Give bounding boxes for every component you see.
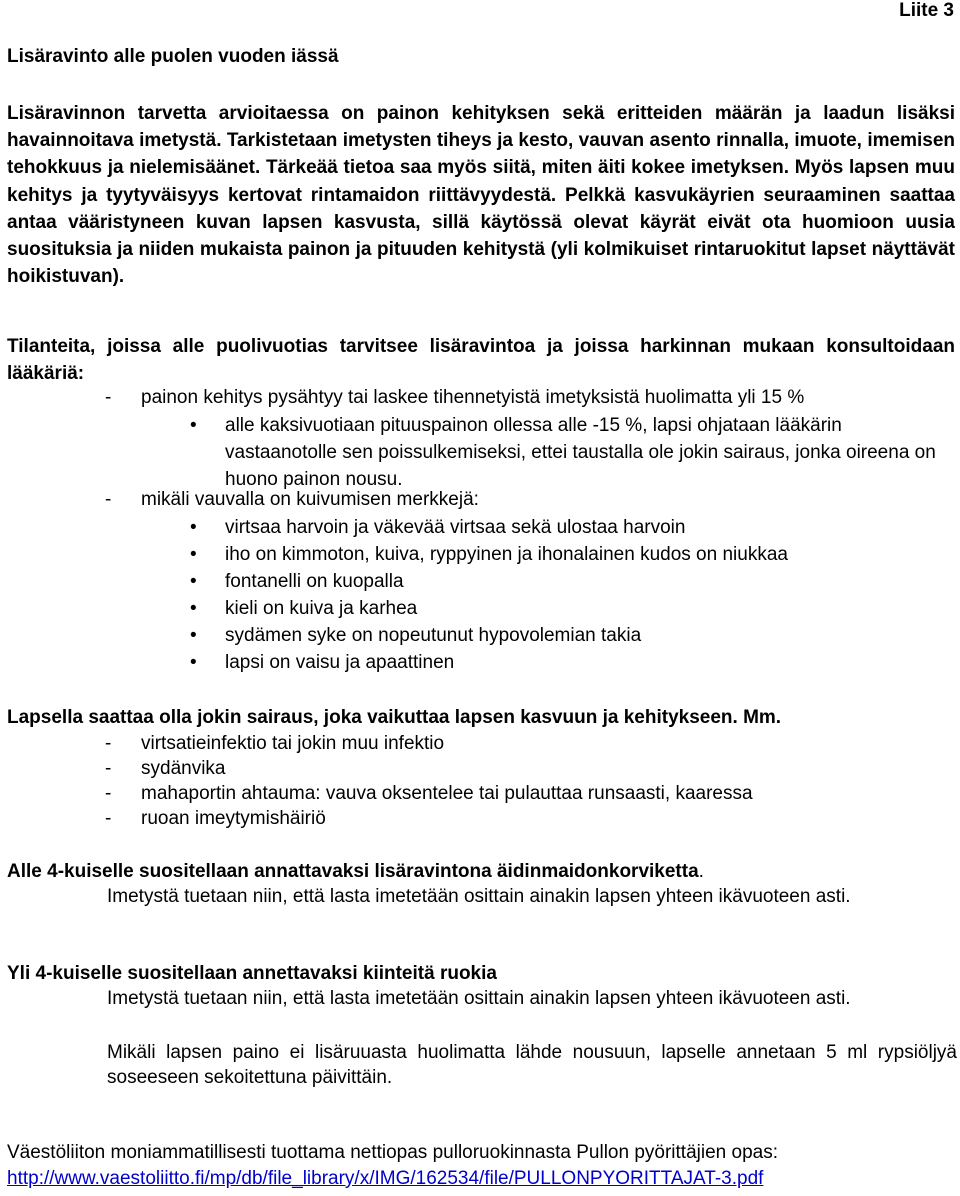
page-title: Lisäravinto alle puolen vuoden iässä (7, 46, 339, 67)
dash-symbol: - (105, 733, 112, 754)
bullet-symbol: • (190, 415, 197, 436)
section4-paragraph-1 (107, 986, 957, 1011)
heading-period: . (698, 861, 704, 882)
section4-text-2: Mikäli lapsen paino ei lisäruuasta huolimatta lähde nousuun, lapselle annetaan 5 ml rypsiöljyä soseeseen sekoitettuna päivittäin. (107, 1042, 957, 1088)
dash-symbol: - (105, 489, 112, 510)
footer (7, 1140, 778, 1192)
bullet-text: iho on kimmoton, kuiva, ryppyinen ja ihonalainen kudos on niukkaa (225, 544, 788, 565)
section3-heading: Alle 4-kuiselle suositellaan annattavaksi lisäravintona äidinmaidonkorviketta (7, 861, 699, 882)
bullet-text: kieli on kuiva ja karhea (225, 598, 418, 619)
bullet-symbol: • (190, 571, 197, 592)
bullet-symbol: • (190, 652, 197, 673)
bullet-symbol: • (190, 625, 197, 646)
dash-item-text: painon kehitys pysähtyy tai laskee tihennetyistä imetyksistä huolimatta yli 15 % (141, 387, 805, 408)
section4-paragraph-2 (107, 1040, 957, 1090)
dash-item-text: ruoan imeytymishäiriö (141, 808, 326, 829)
intro-text: Lisäravinnon tarvetta arvioitaessa on painon kehityksen sekä eritteiden määrän ja laadun lisäksi havainnoitava imetystä. Tarkistetaan imetysten tiheys ja kesto, vauvan asento rinnalla, imuote, imemisen tehokkuus ja nielemisäänet. Tärkeää tietoa saa myös siitä, miten äiti kokee imetyksen. Myös lapsen muu kehitys ja tyytyväisyys kertovat rintamaidon riittävyydestä. Pelkkä kasvukäyrien seuraaminen saattaa antaa vääristyneen kuvan lapsen kasvusta, sillä käytössä olevat käyrät eivät ota huomioon uusia suosituksia ja niiden mukaista painon ja pituuden kehitystä (yli kolmikuiset rintaruokitut lapset näyttävät hoikistuvan). (7, 103, 955, 288)
bullet-symbol: • (190, 517, 197, 538)
bullet-symbol: • (190, 598, 197, 619)
dash-symbol: - (105, 758, 112, 779)
section1-subbullet: alle kaksivuotiaan pituuspainon ollessa alle -15 %, lapsi ohjataan lääkärin vastaanotolle sen poissulkemiseksi, ettei taustalla ole jokin sairaus, jonka oireena on huono painon nousu. (225, 415, 936, 490)
section3-text: Imetystä tuetaan niin, että lasta imetetään osittain ainakin lapsen yhteen ikävuoteen asti. (107, 886, 851, 907)
dash-symbol: - (105, 808, 112, 829)
section2-heading: Lapsella saattaa olla jokin sairaus, joka vaikuttaa lapsen kasvuun ja kehitykseen. Mm. (7, 707, 782, 728)
bullet-text: fontanelli on kuopalla (225, 571, 404, 592)
bullet-text: lapsi on vaisu ja apaattinen (225, 652, 455, 673)
dash-symbol: - (105, 387, 112, 408)
section1-heading: Tilanteita, joissa alle puolivuotias tarvitsee lisäravintoa ja joissa harkinnan mukaan konsultoidaan lääkäriä: (7, 336, 955, 384)
bullet-symbol: • (190, 544, 197, 565)
section3-paragraph (107, 884, 957, 909)
dash-item-text: mikäli vauvalla on kuivumisen merkkejä: (141, 489, 479, 510)
dash-symbol: - (105, 783, 112, 804)
section4-heading: Yli 4-kuiselle suositellaan annettavaksi kiinteitä ruokia (7, 963, 497, 984)
bullet-text: sydämen syke on nopeutunut hypovolemian takia (225, 625, 642, 646)
footer-text: Väestöliiton moniammatillisesti tuottama nettiopas pulloruokinnasta Pullon pyörittäjien opas: (7, 1142, 778, 1163)
section4-text-1: Imetystä tuetaan niin, että lasta imetetään osittain ainakin lapsen yhteen ikävuoteen asti. (107, 988, 851, 1009)
footer-link[interactable]: http://www.vaestoliitto.fi/mp/db/file_library/x/IMG/162534/file/PULLONPYORITTAJAT-3.pdf (7, 1168, 764, 1189)
appendix-label: Liite 3 (899, 0, 954, 21)
dash-item-text: virtsatieinfektio tai jokin muu infektio (141, 733, 445, 754)
dash-item-text: sydänvika (141, 758, 226, 779)
bullet-text: virtsaa harvoin ja väkevää virtsaa sekä ulostaa harvoin (225, 517, 686, 538)
dash-item-text: mahaportin ahtauma: vauva oksentelee tai pulauttaa runsaasti, kaaressa (141, 783, 753, 804)
intro-paragraph (7, 100, 955, 290)
section3-heading-line (7, 859, 955, 884)
